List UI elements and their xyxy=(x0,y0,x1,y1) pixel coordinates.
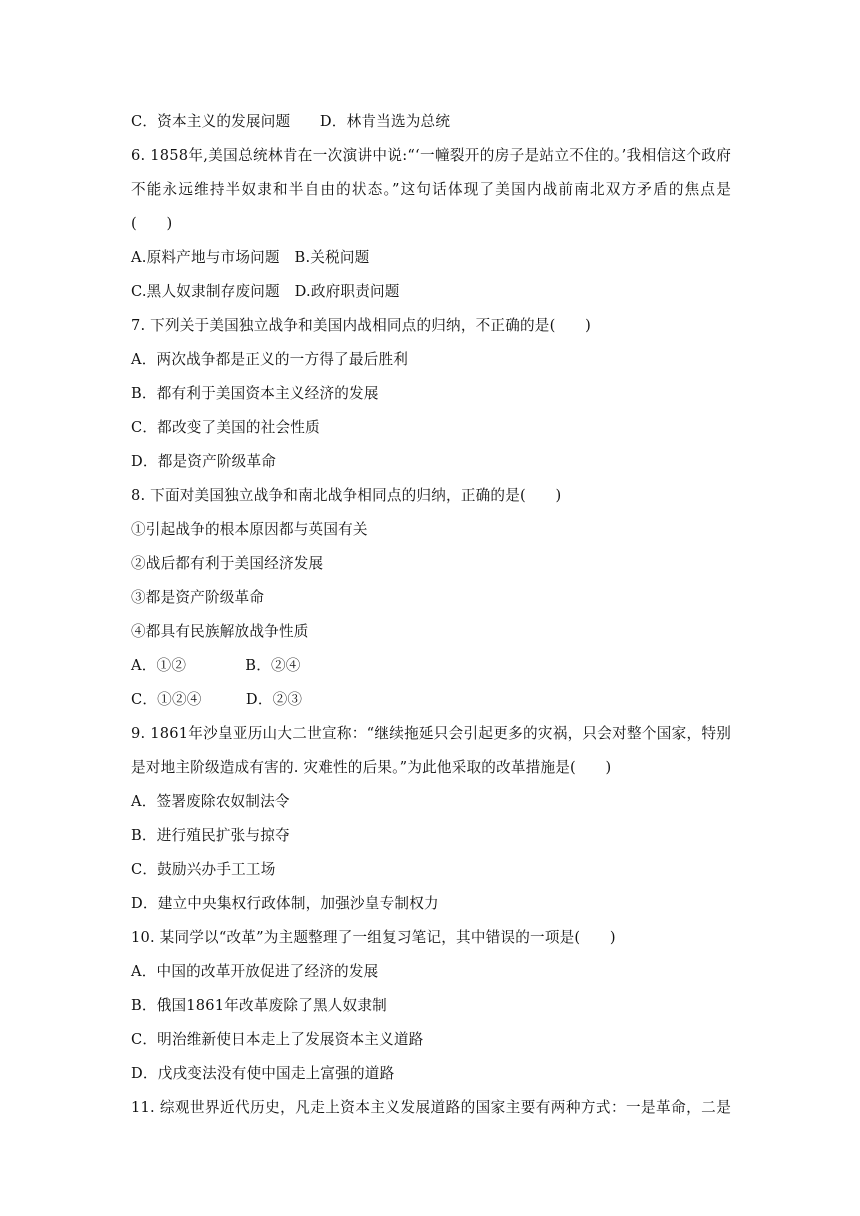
statement-line: ④都具有民族解放战争性质 xyxy=(131,623,309,640)
option-line: A．签署废除农奴制法令 xyxy=(131,793,290,810)
text-line: 不能永远维持半奴隶和半自由的状态。”这句话体现了美国内战前南北双方矛盾的焦点是 xyxy=(131,181,731,198)
option-line: D．建立中央集权行政体制，加强沙皇专制权力 xyxy=(131,895,439,912)
option-line: C．鼓励兴办手工工场 xyxy=(131,861,276,878)
option-line: C．①②④ D．②③ xyxy=(131,691,303,708)
option-line: C．明治维新使日本走上了发展资本主义道路 xyxy=(131,1031,424,1048)
option-line: B．俄国1861年改革废除了黑人奴隶制 xyxy=(131,997,387,1014)
option-line: A．中国的改革开放促进了经济的发展 xyxy=(131,963,379,980)
statement-line: ①引起战争的根本原因都与英国有关 xyxy=(131,521,368,538)
option-line: D．都是资产阶级革命 xyxy=(131,453,277,470)
document-body xyxy=(131,105,731,1125)
option-line: B．进行殖民扩张与掠夺 xyxy=(131,827,290,844)
question-line: 7. 下列关于美国独立战争和美国内战相同点的归纳，不正确的是( ) xyxy=(131,317,591,334)
option-line: A．两次战争都是正义的一方得了最后胜利 xyxy=(131,351,409,368)
question-line: 11. 综观世界近代历史，凡走上资本主义发展道路的国家主要有两种方式：一是革命，二是 xyxy=(131,1099,731,1116)
option-line: C．都改变了美国的社会性质 xyxy=(131,419,320,436)
option-line: B．都有利于美国资本主义经济的发展 xyxy=(131,385,379,402)
option-line: A．①② B．②④ xyxy=(131,657,301,674)
question-line: 10. 某同学以“改革”为主题整理了一组复习笔记，其中错误的一项是( ) xyxy=(131,929,616,946)
statement-line: ③都是资产阶级革命 xyxy=(131,589,265,606)
question-line: 9. 1861年沙皇亚历山大二世宣称：“继续拖延只会引起更多的灾祸，只会对整个国家，特别 xyxy=(131,725,731,742)
text-line: C.黑人奴隶制存废问题 D.政府职责问题 xyxy=(131,283,400,300)
question-line: 是对地主阶级造成有害的. 灾难性的后果。”为此他采取的改革措施是( ) xyxy=(131,759,612,776)
text-line: 6. 1858年,美国总统林肯在一次演讲中说:“‘一幢裂开的房子是站立不住的。’我相信这个政府 xyxy=(131,147,731,164)
text-line: C．资本主义的发展问题 D．林肯当选为总统 xyxy=(131,113,451,130)
option-line: D．戊戌变法没有使中国走上富强的道路 xyxy=(131,1065,395,1082)
text-line: ( ) xyxy=(131,215,173,232)
statement-line: ②战后都有利于美国经济发展 xyxy=(131,555,324,572)
question-line: 8. 下面对美国独立战争和南北战争相同点的归纳，正确的是( ) xyxy=(131,487,562,504)
text-line: A.原料产地与市场问题 B.关税问题 xyxy=(131,249,370,266)
